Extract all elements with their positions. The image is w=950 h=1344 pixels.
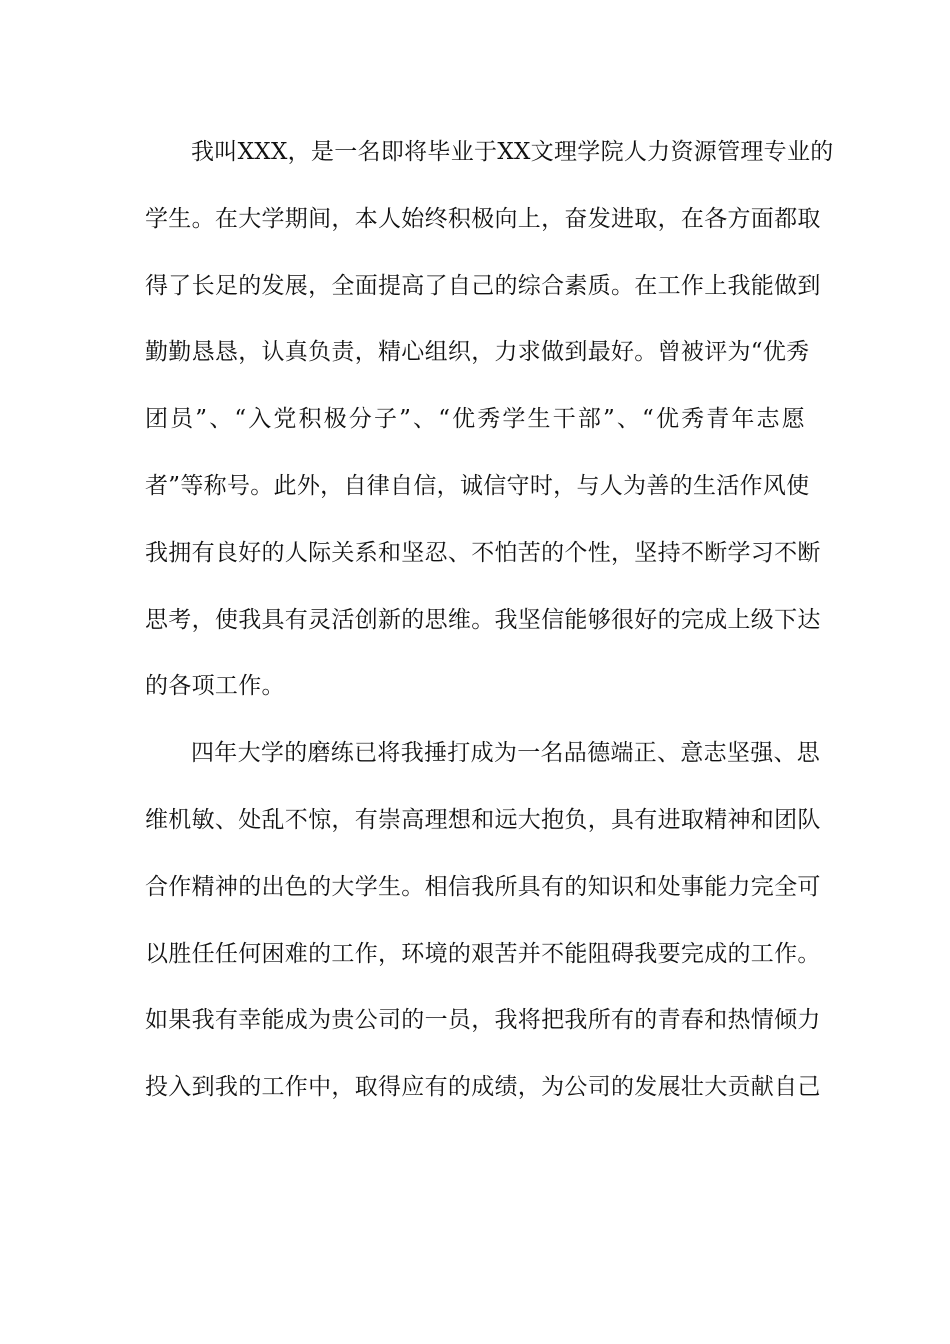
document-body <box>145 126 834 1128</box>
paragraph-1-line-1: 我叫XXX，是一名即将毕业于XX文理学院人力资源管理专业的 <box>191 139 834 165</box>
paragraph-2-line-2: 维机敏、处乱不惊，有崇高理想和远大抱负，具有进取精神和团队 <box>145 806 821 833</box>
paragraph-2-line-5: 如果我有幸能成为贵公司的一员，我将把我所有的青春和热情倾力 <box>145 1007 821 1034</box>
paragraph-2-line-6: 投入到我的工作中，取得应有的成绩，为公司的发展壮大贡献自己 <box>145 1074 821 1101</box>
paragraph-1-line-2: 学生。在大学期间，本人始终积极向上，奋发进取，在各方面都取 <box>145 205 821 232</box>
paragraph-2-line-1: 四年大学的磨练已将我捶打成为一名品德端正、意志坚强、思 <box>191 740 821 767</box>
paragraph-1-line-5: 团员”、“入党积极分子”、“优秀学生干部”、“优秀青年志愿 <box>145 406 805 433</box>
paragraph-1-line-3: 得了长足的发展，全面提高了自己的综合素质。在工作上我能做到 <box>145 272 821 299</box>
paragraph-2-line-3: 合作精神的出色的大学生。相信我所具有的知识和处事能力完全可 <box>145 873 821 900</box>
paragraph-1-line-7: 我拥有良好的人际关系和坚忍、不怕苦的个性，坚持不断学习不断 <box>145 539 821 566</box>
paragraph-1-line-8: 思考，使我具有灵活创新的思维。我坚信能够很好的完成上级下达 <box>145 606 821 633</box>
paragraph-2-line-4: 以胜任任何困难的工作，环境的艰苦并不能阻碍我要完成的工作。 <box>145 940 821 967</box>
paragraph-1-line-9: 的各项工作。 <box>145 673 285 700</box>
paragraph-1-line-6: 者”等称号。此外，自律自信，诚信守时，与人为善的生活作风使 <box>145 472 810 499</box>
paragraph-1-line-4: 勤勤恳恳，认真负责，精心组织，力求做到最好。曾被评为“优秀 <box>145 339 810 366</box>
